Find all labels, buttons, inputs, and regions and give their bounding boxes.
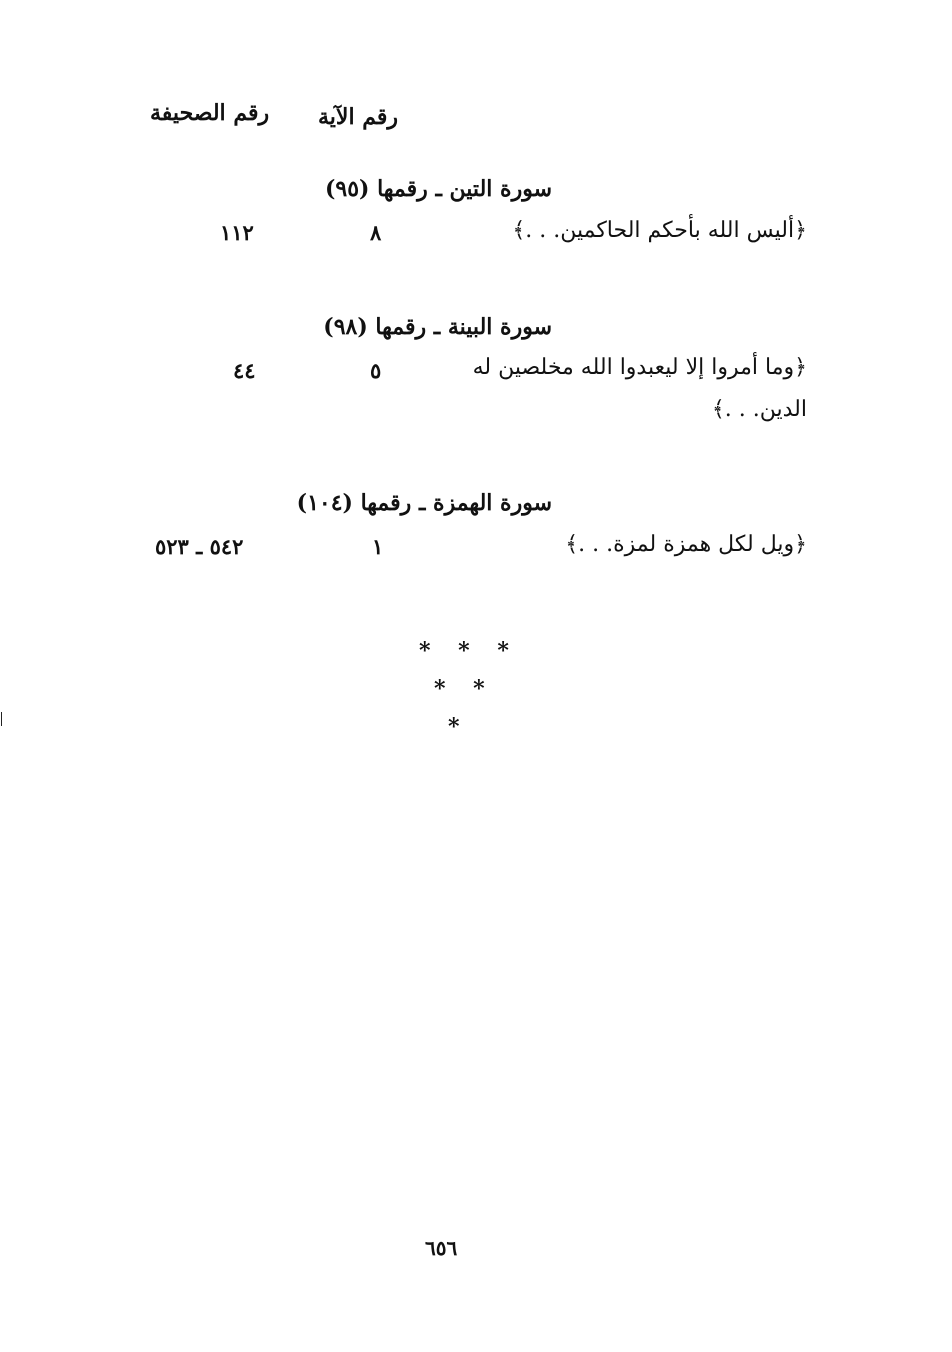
stars-row: * * * xyxy=(419,638,519,664)
stars-row: * * xyxy=(434,676,495,702)
verse-number: ٥ xyxy=(370,358,382,383)
header-page-column: رقم الصحيفة xyxy=(150,100,270,126)
verse-number: ٨ xyxy=(370,220,382,245)
verse-text: ﴿وما أمروا إلا ليعبدوا الله مخلصين له xyxy=(472,355,807,380)
surah-title: سورة البينة ـ رقمها (٩٨) xyxy=(323,314,552,340)
verse-text-continuation: الدين. . .﴾ xyxy=(711,397,807,422)
verse-text: ﴿أليس الله بأحكم الحاكمين. . .﴾ xyxy=(512,218,807,243)
header-verse-column: رقم الآية xyxy=(318,104,399,130)
verse-number: ١ xyxy=(372,534,384,559)
page-number-ref: ٤٤ xyxy=(233,358,256,383)
page-number-ref: ٥٤٢ ـ ٥٢٣ xyxy=(155,534,244,559)
verse-text: ﴿ويل لكل همزة لمزة. . .﴾ xyxy=(565,532,807,557)
page-number: ٦٥٦ xyxy=(425,1236,458,1260)
surah-title: سورة الهمزة ـ رقمها (١٠٤) xyxy=(296,490,552,516)
scan-edge-mark xyxy=(1,712,2,726)
surah-title: سورة التين ـ رقمها (٩٥) xyxy=(324,176,552,202)
page-number-ref: ١١٢ xyxy=(220,220,254,245)
stars-row: * xyxy=(448,714,470,740)
